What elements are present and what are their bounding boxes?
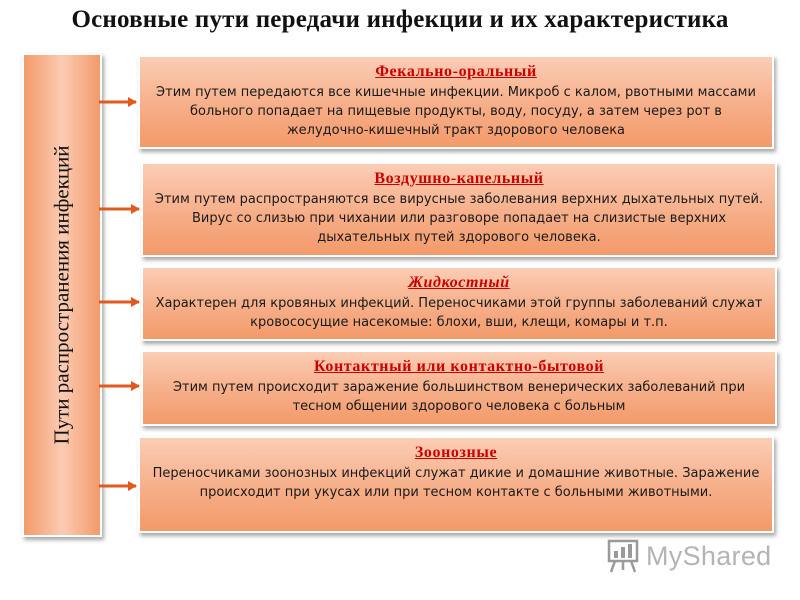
page-title: Основные пути передачи инфекции и их характеристика (71, 6, 729, 33)
route-description: Этим путем распространяются все вирусные заболевания верхних дыхательных путей. Вирус со слизью при чихании или разговоре попадает на слизистые верхних дыхательных путей здорового человека. (154, 192, 764, 245)
watermark (606, 536, 771, 576)
route-description: Этим путем передаются все кишечные инфекции. Микроб с калом, рвотными массами больного попадает на пищевые продукты, воду, посуду, а затем через рот в желудочно-кишечный тракт здорового человека (156, 85, 756, 138)
route-box-contact (141, 350, 777, 426)
route-description: Характерен для кровяных инфекций. Переносчиками этой группы заболеваний служат кровососущие насекомые: блохи, вши, клещи, комары и т.п. (155, 296, 763, 330)
route-description: Переносчиками зоонозных инфекций служат дикие и домашние животные. Заражение происходит при укусах или при тесном контакте с больными животными. (152, 466, 760, 500)
route-box-airborne (141, 162, 777, 257)
route-box-liquid (141, 266, 777, 341)
route-title: Контактный или контактно-бытовой (313, 358, 605, 375)
route-title: Зоонозные (414, 444, 498, 461)
route-description: Этим путем происходит заражение большинством венерических заболеваний при тесном общении здорового человека с больным (172, 380, 746, 414)
route-title: Фекально-оральный (375, 63, 537, 80)
route-box-fecal-oral (138, 55, 774, 149)
side-category-label: Пути распространения инфекций (49, 145, 74, 445)
presentation-board-icon (606, 538, 640, 574)
route-title: Жидкостный (408, 274, 510, 291)
route-box-zoonotic (138, 436, 774, 533)
route-title: Воздушно-капельный (374, 170, 544, 187)
watermark-text: MyShared (646, 540, 772, 571)
